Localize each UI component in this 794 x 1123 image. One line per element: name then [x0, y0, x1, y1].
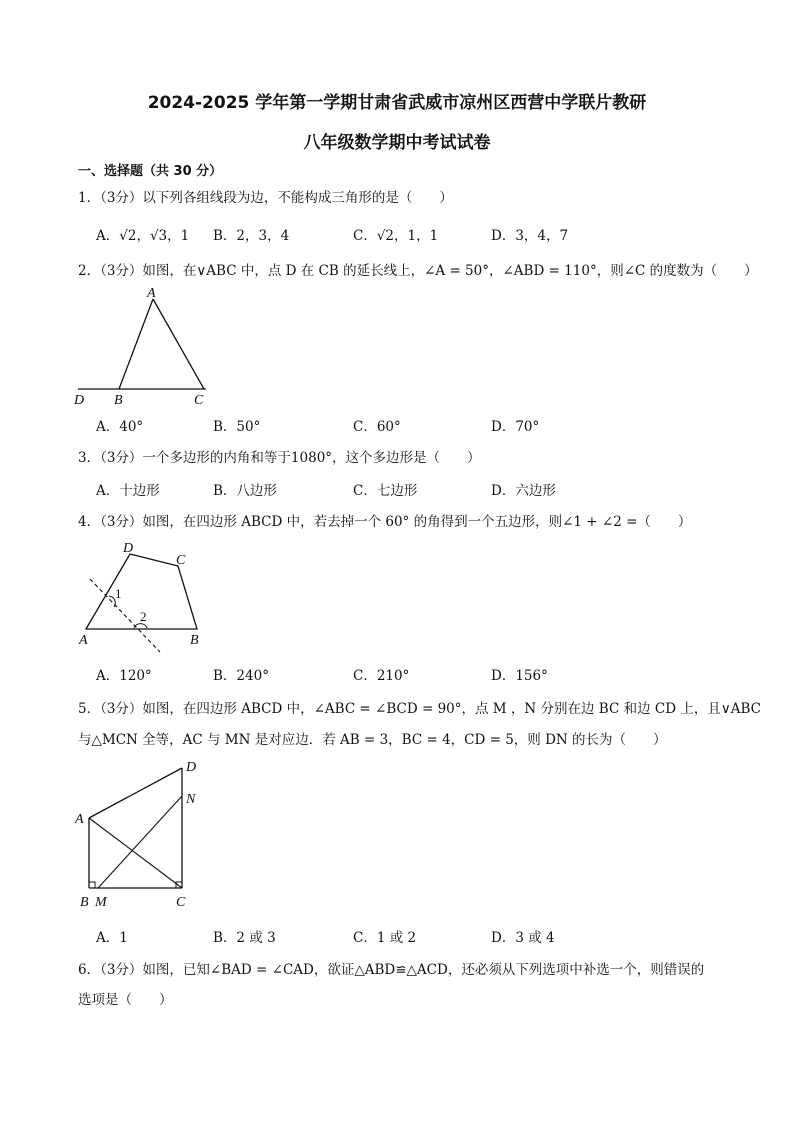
label-m: M	[95, 895, 107, 910]
question-2-triangle-figure	[70, 282, 220, 410]
question-3-option-d: D．六边形	[491, 483, 556, 499]
question-5-quadrilateral-figure	[70, 755, 210, 911]
label-b: B	[190, 633, 199, 648]
question-5-option-d: D．3 或 4	[491, 930, 555, 946]
question-5-stem-line-2: 与△MCN 全等，AC 与 MN 是对应边．若 AB = 3，BC = 4，CD = 5，则 DN 的长为（ ）	[78, 732, 667, 748]
question-4-option-d: D．156°	[491, 668, 548, 684]
section-heading: 一、选择题（共 30 分）	[78, 164, 223, 179]
question-2-option-b: B．50°	[213, 419, 261, 435]
segment-ac	[89, 818, 182, 888]
question-3-option-b: B．八边形	[213, 483, 277, 499]
label-a: A	[79, 633, 88, 648]
question-4-option-a: A．120°	[96, 668, 152, 684]
label-a: A	[75, 812, 84, 827]
label-d: D	[74, 393, 85, 408]
label-n: N	[186, 792, 196, 807]
label-c: C	[176, 553, 186, 568]
label-angle-1: 1	[115, 586, 122, 601]
question-1-option-c: C．√2，1，1	[353, 228, 439, 244]
question-2-option-a: A．40°	[96, 419, 144, 435]
question-2-option-c: C．60°	[353, 419, 401, 435]
question-4-stem: 4．（3分）如图，在四边形 ABCD 中，若去掉一个 60° 的角得到一个五边形，则∠1 + ∠2 =（ ）	[78, 514, 692, 530]
question-6-stem-line-2: 选项是（ ）	[78, 992, 173, 1008]
question-5-stem-line-1: 5．（3分）如图，在四边形 ABCD 中，∠ABC = ∠BCD = 90°，点 M ，N 分别在边 BC 和边 CD 上，且∨ABC	[78, 701, 761, 717]
label-c: C	[176, 895, 186, 910]
segment-mn	[98, 796, 182, 888]
question-6-stem-line-1: 6．（3分）如图，已知∠BAD = ∠CAD，欲证△ABD≌△ACD，还必须从下列选项中补选一个，则错误的	[78, 962, 705, 978]
question-1-option-a: A．√2，√3，1	[96, 228, 190, 244]
label-a: A	[147, 286, 156, 301]
question-1-option-b: B．2，3，4	[213, 228, 290, 244]
dashed-cut-line	[90, 579, 160, 652]
question-4-option-b: B．240°	[213, 668, 269, 684]
question-4-option-c: C．210°	[353, 668, 410, 684]
question-4-quadrilateral-figure	[70, 535, 210, 653]
segment-ab	[119, 299, 153, 389]
label-angle-2: 2	[140, 609, 147, 624]
question-2-stem: 2．（3分）如图，在∨ABC 中，点 D 在 CB 的延长线上，∠A = 50°，∠ABD = 110°，则∠C 的度数为（ ）	[78, 263, 758, 279]
question-5-option-c: C．1 或 2	[353, 930, 417, 946]
question-5-option-b: B．2 或 3	[213, 930, 276, 946]
label-c: C	[194, 393, 204, 408]
question-3-option-c: C．七边形	[353, 483, 418, 499]
question-2-option-d: D．70°	[491, 419, 540, 435]
exam-title-line-1: 2024-2025 学年第一学期甘肃省武威市凉州区西营中学联片教研	[147, 93, 647, 113]
label-d: D	[186, 760, 197, 775]
label-b: B	[114, 393, 123, 408]
label-d: D	[123, 541, 134, 556]
question-5-option-a: A．1	[96, 930, 128, 946]
question-1-stem: 1．（3分）以下列各组线段为边，不能构成三角形的是（ ）	[78, 190, 453, 206]
label-b: B	[80, 895, 89, 910]
question-3-stem: 3．（3分）一个多边形的内角和等于1080°，这个多边形是（ ）	[78, 450, 481, 466]
question-1-option-d: D．3，4，7	[491, 228, 569, 244]
segment-ac	[153, 299, 204, 389]
right-angle-b	[89, 882, 95, 888]
exam-title-line-2: 八年级数学期中考试试卷	[303, 133, 491, 153]
question-3-option-a: A．十边形	[96, 483, 160, 499]
